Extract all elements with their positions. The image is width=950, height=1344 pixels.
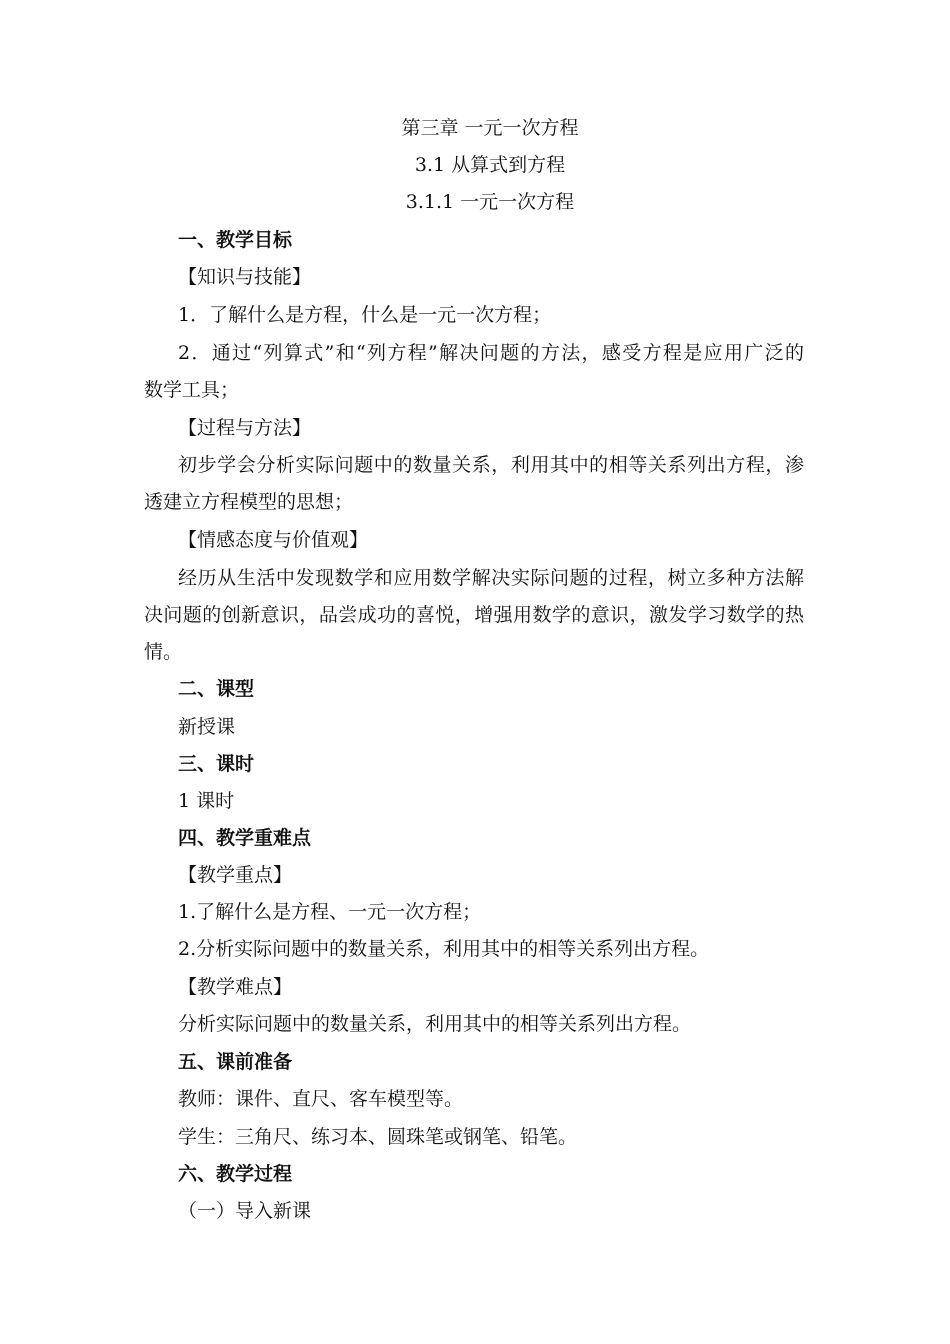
label-difficult-points: 【教学难点】 bbox=[178, 976, 293, 998]
student-preparation: 学生：三角尺、练习本、圆珠笔或钢笔、铅笔。 bbox=[178, 1126, 578, 1148]
heading-lesson-type: 二、课型 bbox=[178, 678, 255, 700]
difficult-point-body: 分析实际问题中的数量关系，利用其中的相等关系列出方程。 bbox=[178, 1013, 692, 1035]
heading-teaching-objectives: 一、教学目标 bbox=[178, 229, 293, 251]
heading-teaching-process: 六、教学过程 bbox=[178, 1163, 293, 1185]
heading-key-difficult-points: 四、教学重难点 bbox=[178, 827, 312, 849]
teaching-process-intro: （一）导入新课 bbox=[178, 1200, 312, 1222]
heading-class-hours: 三、课时 bbox=[178, 753, 255, 775]
teacher-preparation: 教师：课件、直尺、客车模型等。 bbox=[178, 1088, 464, 1110]
emotion-values-line-2: 决问题的创新意识，品尝成功的喜悦，增强用数学的意识，激发学习数学的热 bbox=[144, 604, 804, 626]
label-emotion-values: 【情感态度与价值观】 bbox=[178, 529, 369, 551]
knowledge-item-2-line-1: 2．通过“列算式”和“列方程”解决问题的方法，感受方程是应用广泛的 bbox=[178, 342, 804, 364]
emotion-values-line-1: 经历从生活中发现数学和应用数学解决实际问题的过程，树立多种方法解 bbox=[178, 567, 804, 589]
key-point-2: 2.分析实际问题中的数量关系，利用其中的相等关系列出方程。 bbox=[178, 938, 710, 960]
lesson-type-body: 新授课 bbox=[178, 716, 236, 738]
emotion-values-line-3: 情。 bbox=[144, 641, 183, 663]
section-title: 3.1 从算式到方程 bbox=[414, 154, 566, 176]
label-knowledge-skills: 【知识与技能】 bbox=[178, 266, 312, 288]
class-hours-body: 1 课时 bbox=[178, 790, 235, 812]
label-process-method: 【过程与方法】 bbox=[178, 417, 312, 439]
subsection-title: 3.1.1 一元一次方程 bbox=[405, 191, 575, 213]
chapter-title: 第三章 一元一次方程 bbox=[401, 117, 579, 139]
knowledge-item-1: 1．了解什么是方程，什么是一元一次方程； bbox=[178, 304, 552, 326]
label-key-points: 【教学重点】 bbox=[178, 864, 293, 886]
heading-preparation: 五、课前准备 bbox=[178, 1051, 293, 1073]
knowledge-item-2-line-2: 数学工具； bbox=[144, 379, 240, 401]
process-method-line-2: 透建立方程模型的思想； bbox=[144, 491, 354, 513]
key-point-1: 1.了解什么是方程、一元一次方程； bbox=[178, 901, 482, 923]
process-method-line-1: 初步学会分析实际问题中的数量关系，利用其中的相等关系列出方程，渗 bbox=[178, 454, 804, 476]
